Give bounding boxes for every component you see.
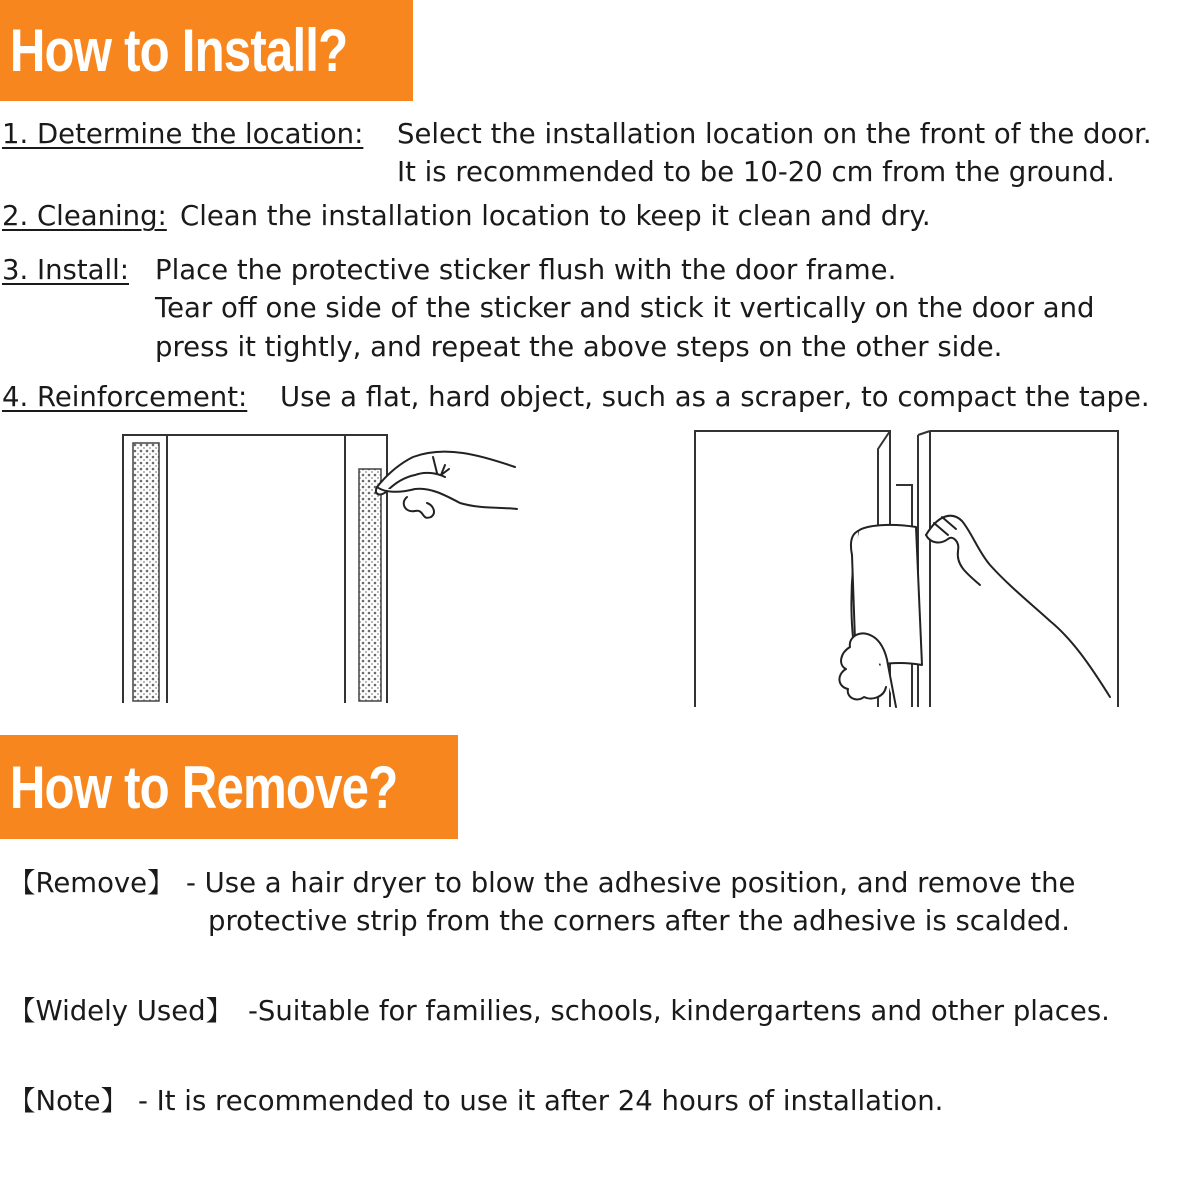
widely-used-tag: 【Widely Used】 [8,995,234,1027]
step-2-line-1: Clean the installation location to keep it clean and dry. [180,200,931,232]
door-frame [123,435,387,703]
install-step-2 [2,197,1197,237]
right-sticker-strip [359,469,381,701]
note-line: - It is recommended to use it after 24 hours of installation. [138,1085,944,1117]
door-frame-strips-illustration [115,425,525,710]
remove-title-banner [0,735,458,839]
install-step-4 [2,378,1197,418]
remove-title: How to Remove? [9,753,398,821]
step-3-label: 3. Install: [2,254,130,286]
hand-peeling-icon [376,452,517,518]
step-3-line-1: Place the protective sticker flush with the door frame. [155,254,897,286]
install-title: How to Install? [9,17,348,84]
install-step-3 [2,251,1197,371]
step-1-label: 1. Determine the location: [2,118,364,150]
install-step-1 [2,115,1197,195]
remove-item [8,864,1193,944]
door-corner-application-illustration [690,425,1125,710]
step-1-line-1: Select the installation location on the front of the door. [397,118,1152,150]
widely-used-item [8,992,1193,1032]
step-2-label: 2. Cleaning: [2,200,167,232]
step-4-label: 4. Reinforcement: [2,381,248,413]
step-1-line-2: It is recommended to be 10-20 cm from the ground. [397,156,1115,188]
note-tag: 【Note】 [8,1085,129,1117]
remove-line-2: protective strip from the corners after the adhesive is scalded. [208,905,1070,937]
step-3-line-3: press it tightly, and repeat the above steps on the other side. [155,331,1003,363]
step-4-line-1: Use a flat, hard object, such as a scraper, to compact the tape. [280,381,1150,413]
remove-tag: 【Remove】 [8,867,175,899]
remove-line-1: - Use a hair dryer to blow the adhesive position, and remove the [186,867,1076,899]
widely-used-line: -Suitable for families, schools, kindergartens and other places. [248,995,1110,1027]
step-3-line-2: Tear off one side of the sticker and stick it vertically on the door and [155,292,1095,324]
left-sticker-strip [133,443,159,701]
note-item [8,1082,1193,1122]
install-title-banner [0,0,413,101]
